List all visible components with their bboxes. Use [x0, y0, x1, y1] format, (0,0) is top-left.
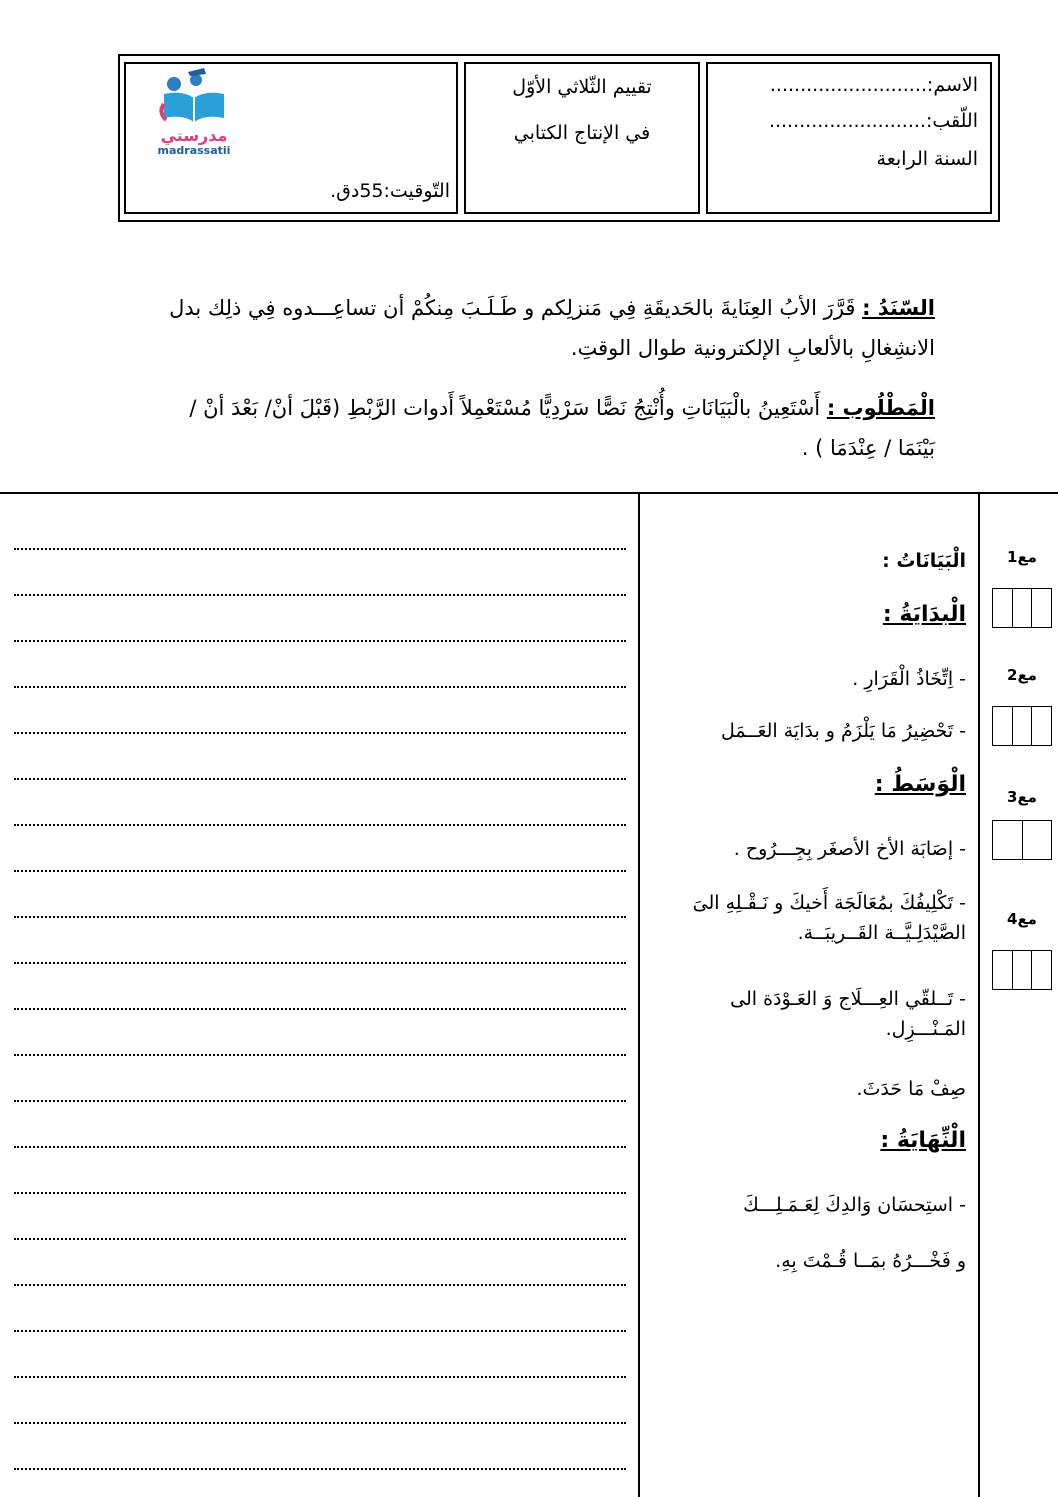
bidaya-item: - اِتِّخَاذُ الْقَرَارِ . [852, 668, 966, 690]
column-divider-2 [978, 492, 980, 1497]
writing-line[interactable] [14, 1238, 626, 1240]
logo-cell [124, 62, 458, 214]
score-boxes-2[interactable] [992, 706, 1052, 746]
matloub-paragraph [150, 388, 935, 468]
writing-line[interactable] [14, 686, 626, 688]
writing-line[interactable] [14, 870, 626, 872]
student-info-cell [706, 62, 992, 214]
wasat-item: - تَكْلِيفُكَ بمُعَالَجَة أَخيكَ و نَـقْـلِهِ الىَ الصَّيْدَلِـيَّــة القَــريبَــة. [692, 892, 966, 944]
title-line1: تقييم الثّلاثي الأوّل [512, 76, 652, 98]
writing-line[interactable] [14, 1330, 626, 1332]
score-boxes-4[interactable] [992, 950, 1052, 990]
level-label: السنة الرابعة [876, 148, 978, 170]
column-divider-1 [638, 492, 640, 1497]
bayanat-heading: الْبَيَانَاتُ : [882, 550, 966, 572]
writing-line[interactable] [14, 1146, 626, 1148]
nihaya-item: - استِحسَان وَالدِكَ لِعَـمَـلِـــكَ [743, 1194, 966, 1216]
writing-line[interactable] [14, 1008, 626, 1010]
writing-line[interactable] [14, 778, 626, 780]
score-boxes-3[interactable] [992, 820, 1052, 860]
criterion-label: مع2 [1007, 666, 1037, 684]
score-boxes-1[interactable] [992, 588, 1052, 628]
title-cell [464, 62, 700, 214]
book-icon [144, 68, 244, 128]
writing-line[interactable] [14, 1422, 626, 1424]
writing-line[interactable] [14, 1376, 626, 1378]
writing-line[interactable] [14, 962, 626, 964]
nihaya-heading: الْنِّهَايَةُ : [880, 1128, 966, 1153]
criterion-label: مع1 [1007, 548, 1037, 566]
bidaya-heading: الْبدَايَةُ : [882, 602, 966, 627]
sanad-text: قَرَّرَ الأبُ العِنَايةَ بالحَديقَةِ فِي مَنزلِكم و طَـلَـبَ مِنكُمْ أن تساعِـــدوه فِي ذلِك بدل الانشِغالِ بالألعابِ الإلكترونية طوال الوقتِ. [169, 296, 935, 360]
timing-label: التّوقيت:55دق. [330, 180, 450, 202]
logo-latin: madrassatii [157, 144, 231, 157]
matloub-text: أَسْتَعِينُ بالْبَيَانَاتِ وأُنْتِجُ نَصًّا سَرْدِيًّا مُسْتَعْمِلاً أَدوات الرَّبْطِ (قَبْلَ أنْ/ بَعْدَ أنْ / بَيْنَمَا / عِنْدَمَا ) . [189, 396, 935, 460]
wasat-item: - إصَابَة الأخ الأصغَر بِجِـــرُوح . [733, 838, 966, 860]
sanad-label: السّنَدُ : [862, 296, 935, 320]
wasat-item: صِفْ مَا حَدَثَ. [856, 1078, 966, 1100]
title-line2: في الإنتاج الكتابي [513, 122, 651, 144]
writing-line[interactable] [14, 1054, 626, 1056]
surname-field[interactable]: اللّقب:.......................... [768, 110, 978, 132]
criterion-label: مع3 [1007, 788, 1037, 806]
bidaya-item: - تَحْضِيرُ مَا يَلْزَمُ و بدَايَة العَــمَل [720, 720, 966, 742]
writing-line[interactable] [14, 1284, 626, 1286]
name-field[interactable]: الاسم:.......................... [769, 74, 978, 96]
criterion-label: مع4 [1007, 910, 1037, 928]
table-top-border [0, 492, 1058, 494]
matloub-label: الْمَطْلُوب : [826, 396, 935, 420]
writing-line[interactable] [14, 916, 626, 918]
writing-line[interactable] [14, 594, 626, 596]
writing-line[interactable] [14, 824, 626, 826]
writing-line[interactable] [14, 1468, 626, 1470]
writing-line[interactable] [14, 1100, 626, 1102]
nihaya-item: و فَخْـــرُهُ بمَــا قُـمْتَ بِهِ. [775, 1250, 966, 1272]
wasat-item: - تَــلقّي العِـــلَاج وَ العَـوْدَة الى المَـنْـــزِل. [730, 988, 966, 1040]
wasat-heading: الْوَسَطُ : [874, 772, 966, 797]
logo-arabic: مدرستي [160, 126, 228, 145]
madrassati-logo [144, 68, 244, 158]
writing-line[interactable] [14, 548, 626, 550]
header-box [118, 54, 1000, 222]
writing-line[interactable] [14, 732, 626, 734]
writing-line[interactable] [14, 1192, 626, 1194]
sanad-paragraph [150, 288, 935, 368]
writing-line[interactable] [14, 640, 626, 642]
